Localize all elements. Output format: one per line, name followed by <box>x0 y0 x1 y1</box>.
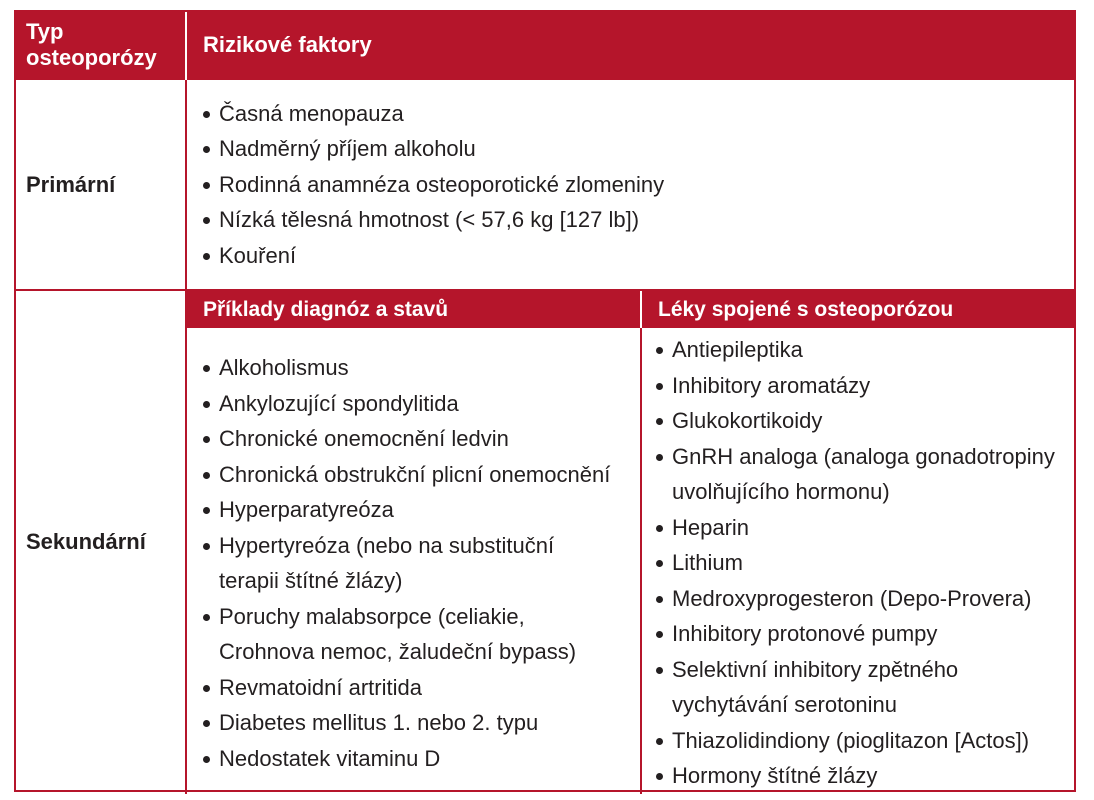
list-item: Alkoholismus <box>201 350 640 386</box>
list-item: Poruchy malabsorpce (celiakie, Crohnova nemoc, žaludeční bypass) <box>201 599 609 670</box>
primary-type-label: Primární <box>14 80 186 290</box>
list-item: Inhibitory aromatázy <box>654 368 1076 404</box>
list-item: Chronická obstrukční plicní onemocnění <box>201 457 640 493</box>
list-item: GnRH analoga (analoga gonadotropiny uvolňujícího hormonu) <box>654 439 1062 510</box>
list-item: Inhibitory protonové pumpy <box>654 616 1076 652</box>
list-item: Chronické onemocnění ledvin <box>201 421 640 457</box>
list-item: Glukokortikoidy <box>654 403 1076 439</box>
list-item: Ankylozující spondylitida <box>201 386 640 422</box>
list-item: Hypertyreóza (nebo na substituční terapii štítné žlázy) <box>201 528 609 599</box>
list-item: Časná menopauza <box>201 96 1076 132</box>
list-item: Rodinná anamnéza osteoporotické zlomeniny <box>201 167 1076 203</box>
secondary-type-label: Sekundární <box>14 290 186 794</box>
list-item: Revmatoidní artritida <box>201 670 640 706</box>
type-header-line1: Typ <box>26 19 64 44</box>
type-header-line2: osteoporózy <box>26 45 157 70</box>
list-item: Thiazolidindiony (pioglitazon [Actos]) <box>654 723 1076 759</box>
column-header-risk-factors: Rizikové faktory <box>186 10 1076 80</box>
list-item: Hormony štítné žlázy <box>654 758 1076 794</box>
list-item: Nadměrný příjem alkoholu <box>201 131 1076 167</box>
diagnoses-header: Příklady diagnóz a stavů <box>186 290 641 328</box>
list-item: Antiepileptika <box>654 332 1076 368</box>
list-item: Diabetes mellitus 1. nebo 2. typu <box>201 705 640 741</box>
list-item: Lithium <box>654 545 1076 581</box>
list-item: Heparin <box>654 510 1076 546</box>
list-item: Nízká tělesná hmotnost (< 57,6 kg [127 lb]) <box>201 202 1076 238</box>
drugs-header: Léky spojené s osteoporózou <box>641 290 1076 328</box>
table-border <box>14 10 1076 792</box>
list-item: Medroxyprogesteron (Depo-Provera) <box>654 581 1076 617</box>
list-item: Nedostatek vitaminu D <box>201 741 640 777</box>
list-item: Kouření <box>201 238 1076 274</box>
list-item: Selektivní inhibitory zpětného vychytávání serotoninu <box>654 652 1002 723</box>
list-item: Hyperparatyreóza <box>201 492 640 528</box>
